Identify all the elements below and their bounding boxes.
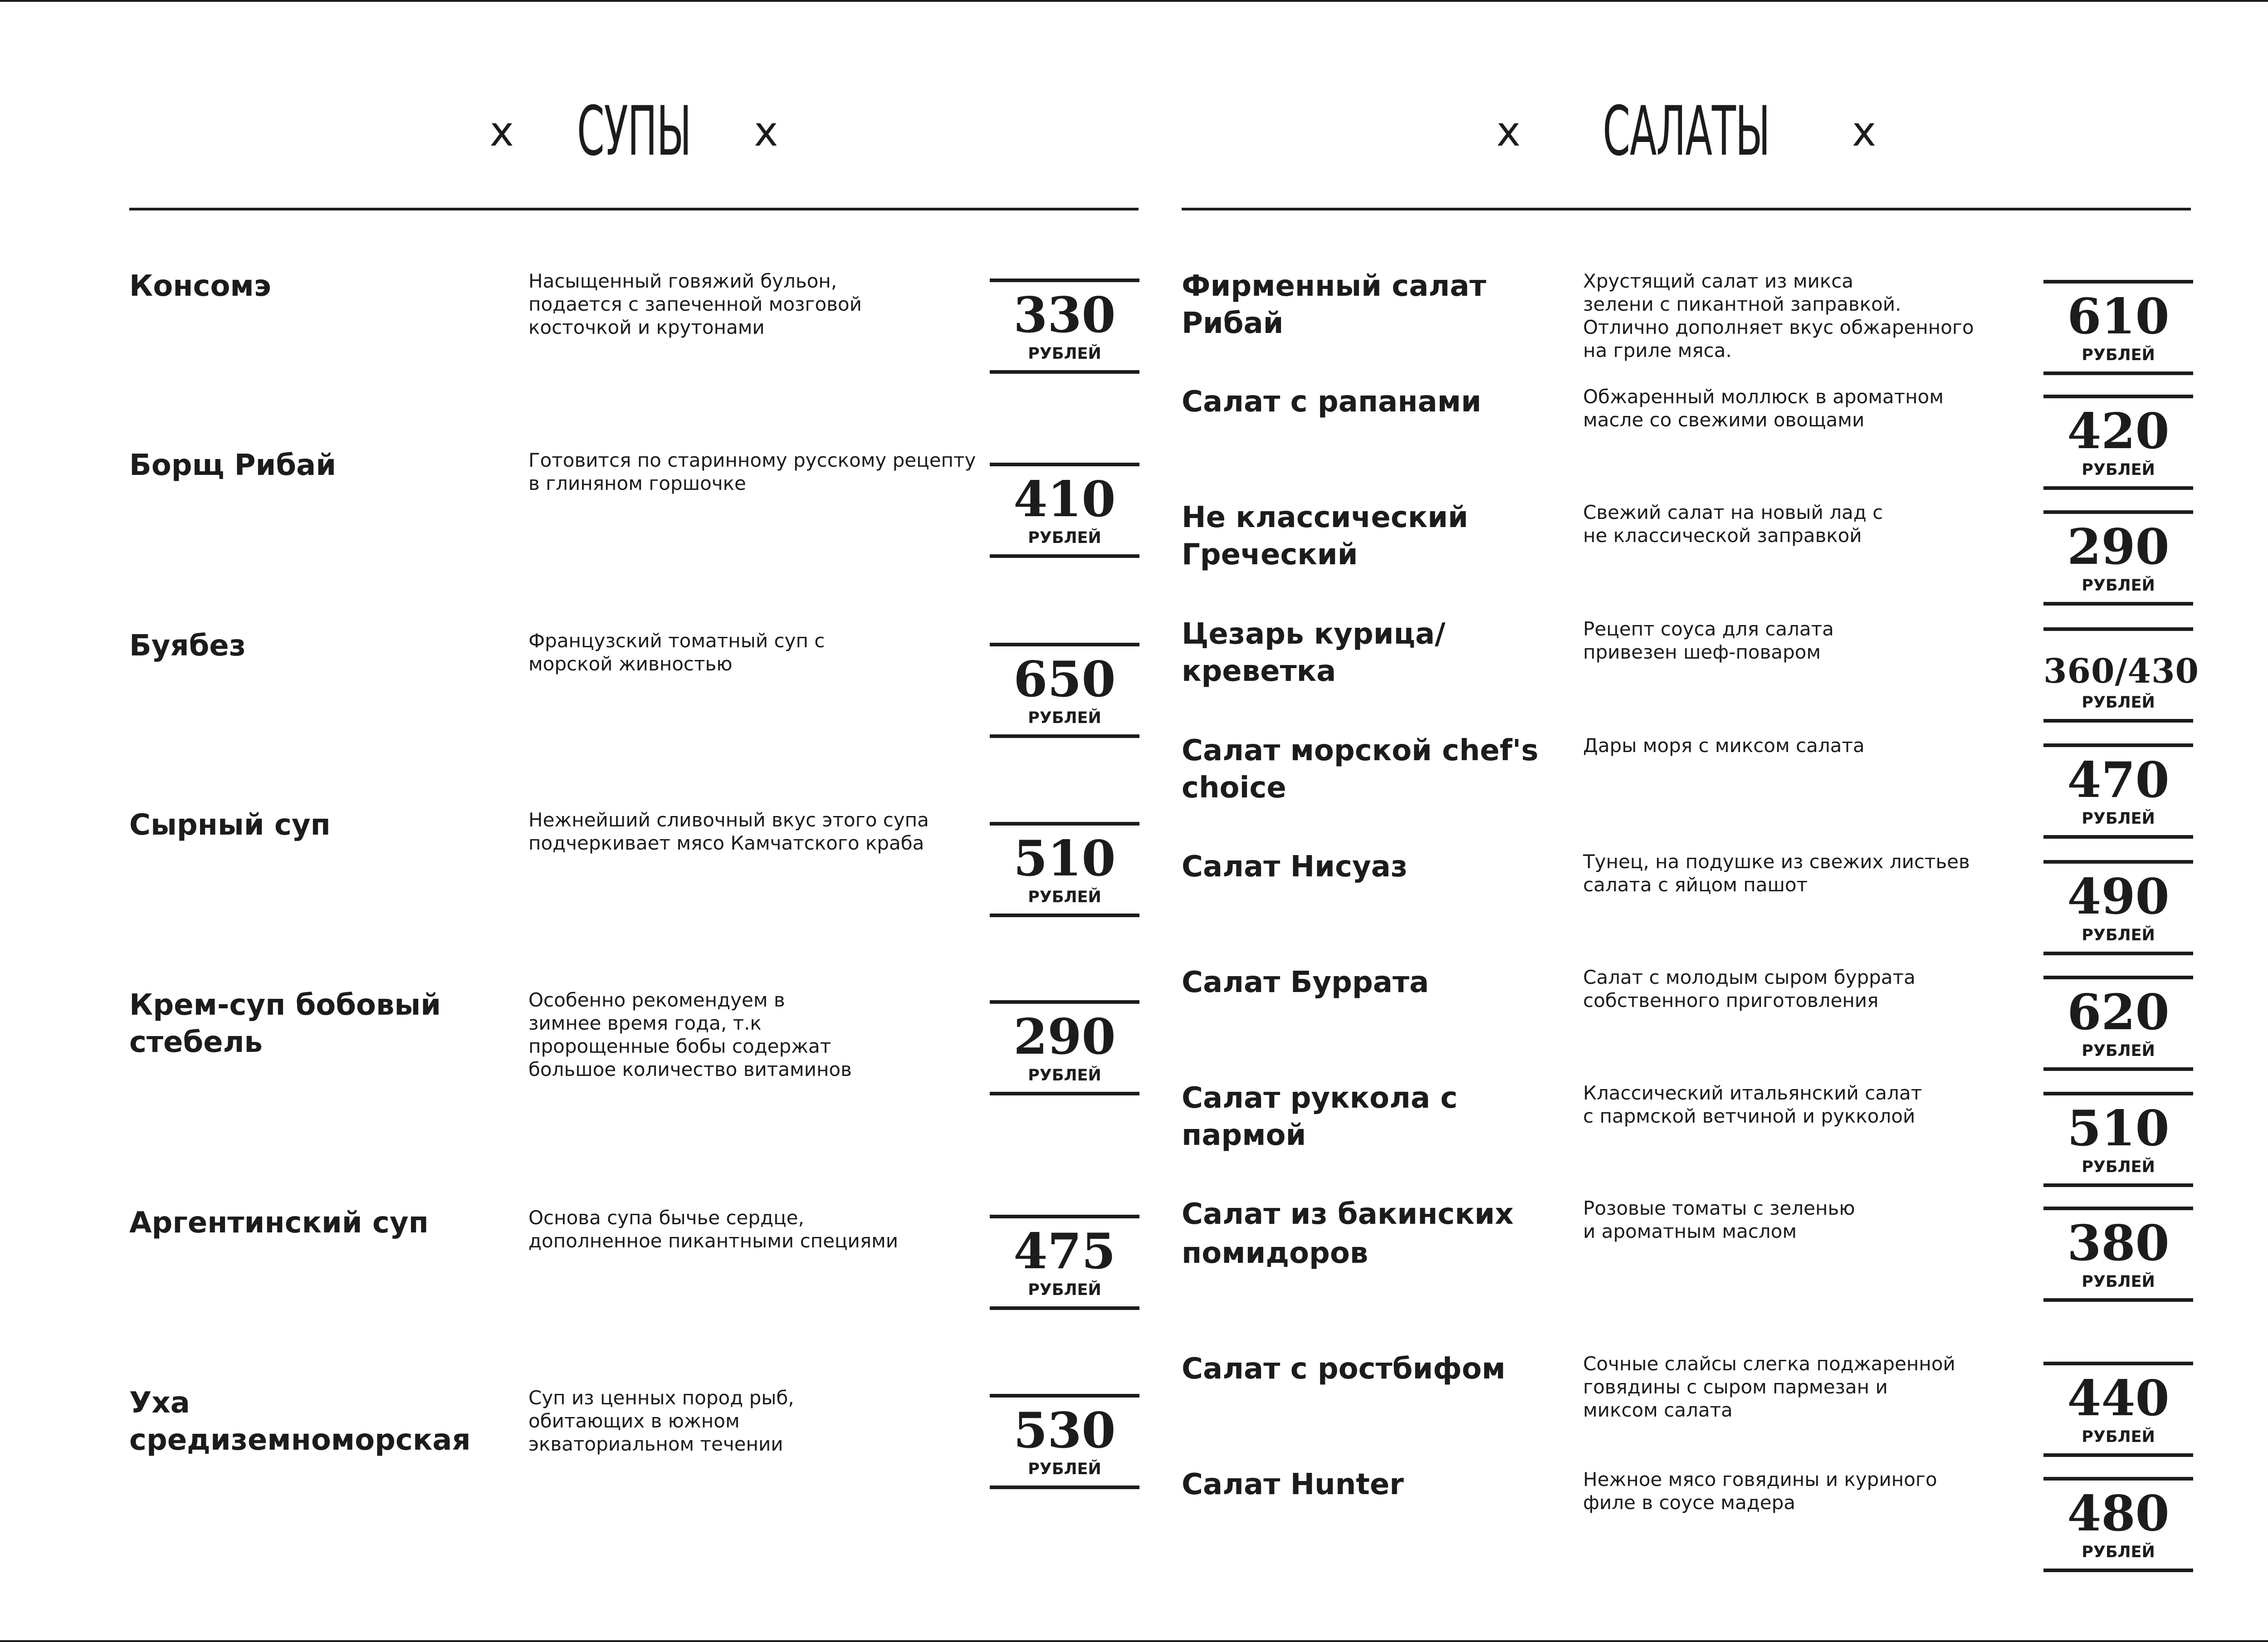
- price-value: 290: [2067, 518, 2170, 576]
- dish-description: Обжаренный моллюск в ароматном масле со свежими овощами: [1583, 386, 1944, 431]
- dish-description: Хрустящий салат из микса зелени с пикантной заправкой. Отлично дополняет вкус обжаренного на гриле мяса.: [1583, 270, 1974, 362]
- dish-name: Не классический Греческий: [1182, 501, 1468, 572]
- price-currency: РУБЛЕЙ: [1028, 709, 1101, 727]
- dish-name: Крем-суп бобовый стебель: [129, 988, 441, 1059]
- price-value: 330: [1013, 287, 1116, 344]
- price-currency: РУБЛЕЙ: [2082, 461, 2155, 479]
- bottom-border: [0, 1640, 2268, 1642]
- price-currency: РУБЛЕЙ: [2082, 577, 2155, 595]
- dish-description: Основа супа бычье сердце, дополненное пикантными специями: [528, 1207, 899, 1252]
- dish-description: Розовые томаты с зеленью и ароматным маслом: [1583, 1197, 1855, 1242]
- price-tag: [990, 1394, 1139, 1489]
- price-tag: [2043, 1092, 2193, 1187]
- dish-description: Рецепт соуса для салата привезен шеф-поваром: [1583, 618, 1834, 663]
- price-value: 530: [1013, 1402, 1116, 1459]
- dish-description: Салат с молодым сыром буррата собственного приготовления: [1583, 966, 1916, 1012]
- price-value: 610: [2067, 288, 2170, 345]
- price-tag: [990, 822, 1139, 917]
- soups-heading: [129, 88, 1139, 175]
- price-tag: [2043, 395, 2193, 490]
- price-currency: РУБЛЕЙ: [1028, 1066, 1101, 1085]
- dish-name: Салат Нисуаз: [1182, 850, 1408, 884]
- price-currency: РУБЛЕЙ: [1028, 888, 1101, 906]
- price-currency: РУБЛЕЙ: [1028, 529, 1101, 547]
- price-tag: [2043, 1477, 2193, 1572]
- salads-title: САЛАТЫ: [1603, 92, 1770, 171]
- price-currency: РУБЛЕЙ: [1028, 345, 1101, 363]
- price-tag: [2043, 510, 2193, 606]
- dish-name: Сырный суп: [129, 808, 331, 842]
- salads-divider: [1182, 208, 2191, 210]
- dish-name: Салат Hunter: [1182, 1468, 1404, 1501]
- cross-left-icon: x: [489, 108, 514, 156]
- dish-name: Буябез: [129, 629, 246, 663]
- price-currency: РУБЛЕЙ: [2082, 1273, 2155, 1291]
- dish-description: Нежнейший сливочный вкус этого супа подчеркивает мясо Камчатского краба: [528, 809, 929, 854]
- price-value: 410: [1013, 471, 1116, 528]
- price-tag: [2043, 743, 2193, 839]
- price-tag: [2043, 1362, 2193, 1457]
- price-currency: РУБЛЕЙ: [2082, 926, 2155, 944]
- dish-name: Салат руккола с пармой: [1182, 1081, 1458, 1152]
- price-value: 470: [2067, 752, 2170, 809]
- dish-description: Дары моря с миксом салата: [1583, 734, 1865, 757]
- price-value: 380: [2067, 1215, 2170, 1272]
- dish-name: Фирменный салат Рибай: [1182, 269, 1486, 340]
- price-value: 360/430: [2043, 652, 2199, 691]
- price-currency: РУБЛЕЙ: [1028, 1460, 1101, 1478]
- dish-name: Салат с рапанами: [1182, 385, 1481, 419]
- dish-description: Нежное мясо говядины и куриного филе в соусе мадера: [1583, 1468, 1937, 1514]
- price-tag: [990, 463, 1139, 558]
- dish-description: Суп из ценных пород рыб, обитающих в южном экваториальном течении: [528, 1387, 794, 1455]
- dish-name: Консомэ: [129, 269, 271, 303]
- dish-description: Классический итальянский салат с пармской ветчиной и рукколой: [1583, 1082, 1922, 1127]
- price-value: 420: [2067, 403, 2170, 460]
- price-tag: [2043, 627, 2199, 723]
- dish-description: Тунец, на подушке из свежих листьев салата с яйцом пашот: [1583, 850, 1970, 896]
- cross-right-icon: x: [754, 108, 778, 156]
- dish-name: Цезарь курица/креветка: [1182, 617, 1446, 688]
- price-currency: РУБЛЕЙ: [2082, 694, 2155, 712]
- price-value: 440: [2067, 1370, 2170, 1427]
- cross-right-icon: x: [1852, 108, 1877, 156]
- dish-description: Готовится по старинному русскому рецепту в глиняном горшочке: [528, 449, 976, 494]
- dish-description: Насыщенный говяжий бульон, подается с запеченной мозговой косточкой и крутонами: [528, 270, 862, 338]
- price-currency: РУБЛЕЙ: [2082, 346, 2155, 364]
- price-value: 475: [1013, 1223, 1116, 1280]
- dish-name: Салат из бакинских помидоров: [1182, 1197, 1514, 1270]
- price-currency: РУБЛЕЙ: [2082, 1428, 2155, 1446]
- price-value: 480: [2067, 1485, 2170, 1542]
- soups-title: СУПЫ: [577, 92, 691, 171]
- top-border: [0, 0, 2268, 2]
- price-tag: [2043, 280, 2193, 375]
- price-tag: [2043, 976, 2193, 1071]
- price-value: 490: [2067, 868, 2170, 925]
- cross-left-icon: x: [1496, 108, 1521, 156]
- dish-name: Борщ Рибай: [129, 449, 337, 482]
- dish-description: Свежий салат на новый лад с не классической заправкой: [1583, 501, 1883, 547]
- price-value: 620: [2067, 984, 2170, 1041]
- dish-name: Салат морской chef's choice: [1182, 734, 1539, 805]
- dish-description: Особенно рекомендуем в зимнее время года, т.к пророщенные бобы содержат большое количество витаминов: [528, 989, 852, 1080]
- price-value: 510: [1013, 830, 1116, 887]
- dish-description: Сочные слайсы слегка поджаренной говядины с сыром пармезан и миксом салата: [1583, 1353, 1955, 1421]
- price-tag: [2043, 860, 2193, 955]
- price-currency: РУБЛЕЙ: [1028, 1281, 1101, 1299]
- price-currency: РУБЛЕЙ: [2082, 1042, 2155, 1060]
- price-currency: РУБЛЕЙ: [2082, 810, 2155, 828]
- salads-heading: [1182, 88, 2191, 175]
- dish-description: Французский томатный суп с морской живностью: [528, 630, 825, 675]
- price-value: 510: [2067, 1100, 2170, 1157]
- soups-divider: [129, 208, 1139, 210]
- price-tag: [990, 1000, 1139, 1095]
- price-currency: РУБЛЕЙ: [2082, 1158, 2155, 1176]
- price-tag: [990, 643, 1139, 738]
- price-tag: [990, 279, 1139, 374]
- price-tag: [990, 1215, 1139, 1310]
- price-tag: [2043, 1207, 2193, 1302]
- dish-name: Аргентинский суп: [129, 1206, 429, 1240]
- price-value: 650: [1013, 651, 1116, 708]
- price-value: 290: [1013, 1008, 1116, 1065]
- dish-name: Салат Буррата: [1182, 966, 1429, 999]
- dish-name: Уха средиземноморская: [129, 1386, 471, 1457]
- dish-name: Салат с ростбифом: [1182, 1352, 1505, 1386]
- price-currency: РУБЛЕЙ: [2082, 1543, 2155, 1561]
